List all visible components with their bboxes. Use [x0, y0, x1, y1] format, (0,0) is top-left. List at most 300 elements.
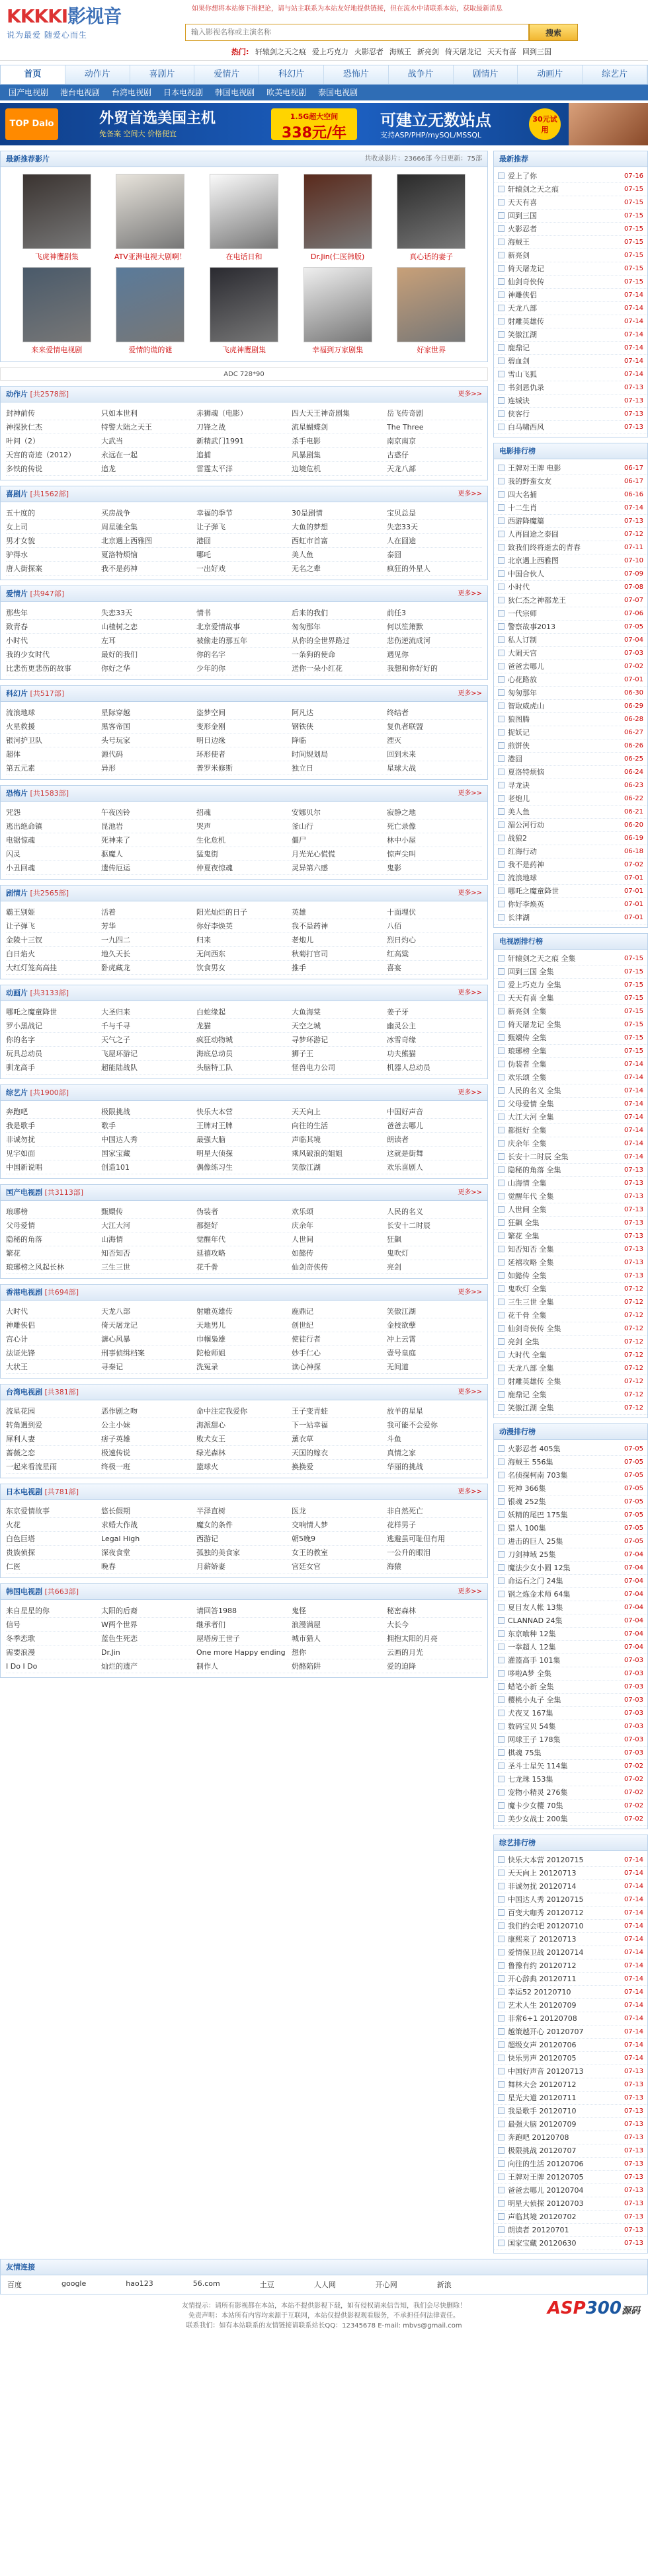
list-item[interactable]: 天国的嫁衣 — [292, 1446, 387, 1460]
rank-item[interactable] — [494, 1999, 647, 2012]
rank-item-title[interactable]: 心花路放 — [508, 675, 537, 684]
rank-item[interactable] — [494, 647, 647, 660]
list-item[interactable]: 歌手 — [101, 1119, 196, 1133]
list-item[interactable]: 花样男子 — [387, 1518, 482, 1532]
list-item[interactable]: 海派甜心 — [196, 1418, 292, 1432]
rank-item[interactable] — [494, 1535, 647, 1548]
checkbox-icon[interactable] — [498, 968, 505, 975]
category-title[interactable]: 恐怖片 — [6, 789, 28, 798]
list-item[interactable]: 命中注定我爱你 — [196, 1404, 292, 1418]
list-item[interactable]: 亮剑 — [387, 1260, 482, 1274]
rank-item-title[interactable]: 你好李焕英 — [508, 900, 544, 909]
rank-item[interactable] — [494, 541, 647, 554]
nav-item[interactable]: 首页 — [1, 65, 65, 84]
list-item[interactable]: 真情之家 — [387, 1446, 482, 1460]
poster-image[interactable] — [116, 267, 184, 342]
checkbox-icon[interactable] — [498, 1259, 505, 1266]
rank-item-title[interactable]: 命运石之门 24集 — [508, 1577, 563, 1585]
list-item[interactable]: 独立日 — [292, 761, 387, 775]
rank-item-title[interactable]: 樱桃小丸子 全集 — [508, 1696, 561, 1704]
rank-item[interactable] — [494, 368, 647, 381]
rank-item[interactable] — [494, 898, 647, 911]
rank-item-title[interactable]: 妖精的尾巴 175集 — [508, 1511, 568, 1519]
list-item[interactable]: 宝贝总是 — [387, 506, 482, 520]
rank-item[interactable] — [494, 462, 647, 475]
checkbox-icon[interactable] — [498, 597, 505, 603]
rank-item[interactable] — [494, 2224, 647, 2237]
rank-item-title[interactable]: 我们约会吧 20120710 — [508, 1922, 584, 1930]
list-item[interactable]: 老炮儿 — [292, 933, 387, 947]
list-item[interactable]: 人民的名义 — [387, 1205, 482, 1219]
rank-item[interactable] — [494, 2012, 647, 2026]
list-item[interactable]: 我不是药神 — [101, 562, 196, 576]
rank-item[interactable] — [494, 289, 647, 302]
list-item[interactable]: 异形 — [101, 761, 196, 775]
rank-item-title[interactable]: 雪山飞狐 — [508, 370, 537, 379]
rank-item[interactable] — [494, 1522, 647, 1535]
list-item[interactable]: 幽灵公主 — [387, 1019, 482, 1033]
checkbox-icon[interactable] — [498, 1909, 505, 1916]
poster-caption[interactable]: 爱情的谎的谜 — [128, 346, 173, 354]
rank-item-title[interactable]: 银魂 252集 — [508, 1497, 546, 1506]
list-item[interactable]: 大鱼的梦想 — [292, 520, 387, 534]
rank-item-title[interactable]: 宠物小精灵 276集 — [508, 1788, 568, 1797]
list-item[interactable]: 射雕英雄传 — [196, 1305, 292, 1318]
checkbox-icon[interactable] — [498, 570, 505, 577]
list-item[interactable]: 奔跑吧 — [6, 1105, 101, 1119]
checkbox-icon[interactable] — [498, 491, 505, 498]
checkbox-icon[interactable] — [498, 199, 505, 206]
rank-item[interactable] — [494, 1614, 647, 1628]
list-item[interactable]: 求婚大作战 — [101, 1518, 196, 1532]
checkbox-icon[interactable] — [498, 504, 505, 511]
rank-item-title[interactable]: 非诚勿扰 20120714 — [508, 1882, 577, 1891]
list-item[interactable]: 贵族侦探 — [6, 1546, 101, 1560]
list-item[interactable]: 星际穿越 — [101, 706, 196, 720]
checkbox-icon[interactable] — [498, 914, 505, 921]
list-item[interactable]: 我想和你好好的 — [387, 662, 482, 675]
rank-item[interactable] — [494, 1986, 647, 1999]
list-item[interactable]: 天气之子 — [101, 1033, 196, 1047]
list-item[interactable]: 交响情人梦 — [292, 1518, 387, 1532]
list-item[interactable]: 妙手仁心 — [292, 1346, 387, 1360]
rank-item[interactable] — [494, 2092, 647, 2105]
checkbox-icon[interactable] — [498, 676, 505, 683]
checkbox-icon[interactable] — [498, 2226, 505, 2233]
rank-item[interactable] — [494, 2078, 647, 2092]
rank-item[interactable] — [494, 1469, 647, 1482]
checkbox-icon[interactable] — [498, 1219, 505, 1226]
checkbox-icon[interactable] — [498, 239, 505, 245]
list-item[interactable]: 回到未来 — [387, 747, 482, 761]
checkbox-icon[interactable] — [498, 1577, 505, 1584]
category-title[interactable]: 国产电视剧 — [6, 1188, 42, 1197]
checkbox-icon[interactable] — [498, 584, 505, 590]
rank-item-title[interactable]: 红海行动 — [508, 847, 537, 856]
rank-item-title[interactable]: 我的野蛮女友 — [508, 477, 551, 486]
list-item[interactable]: 死神来了 — [101, 833, 196, 847]
rank-item[interactable] — [494, 1562, 647, 1575]
category-title[interactable]: 剧情片 — [6, 889, 28, 897]
list-item[interactable]: 罗小黑战记 — [6, 1019, 101, 1033]
rank-item[interactable] — [494, 2026, 647, 2039]
list-item[interactable]: 天龙八部 — [387, 462, 482, 476]
rank-item[interactable] — [494, 766, 647, 779]
list-item[interactable]: 天龙八部 — [101, 1305, 196, 1318]
category-title[interactable]: 日本电视剧 — [6, 1488, 42, 1496]
rank-item-title[interactable]: 煎饼侠 — [508, 741, 530, 750]
rank-item[interactable] — [494, 1482, 647, 1496]
list-item[interactable]: 鬼吹灯 — [387, 1246, 482, 1260]
list-item[interactable]: 笑傲江湖 — [292, 1160, 387, 1174]
rank-item-title[interactable]: 美人鱼 — [508, 808, 530, 816]
list-item[interactable]: 新精武门1991 — [196, 434, 292, 448]
rank-item-title[interactable]: 花千骨 全集 — [508, 1311, 547, 1320]
list-item[interactable]: 中国新说唱 — [6, 1160, 101, 1174]
hot-keyword[interactable]: 回到三国 — [522, 48, 551, 56]
list-item[interactable]: 人在囧途 — [387, 534, 482, 548]
list-item[interactable]: 猛鬼街 — [196, 847, 292, 861]
list-item[interactable]: 山海情 — [101, 1232, 196, 1246]
list-item[interactable]: 海猿 — [387, 1560, 482, 1573]
rank-item-title[interactable]: 向往的生活 20120706 — [508, 2160, 584, 2168]
checkbox-icon[interactable] — [498, 344, 505, 351]
rank-item[interactable] — [494, 1190, 647, 1203]
list-item[interactable]: 大武当 — [101, 434, 196, 448]
rank-item-title[interactable]: 长津湖 — [508, 913, 530, 922]
rank-item-title[interactable]: 大闹天宫 — [508, 649, 537, 658]
nav-item[interactable]: 恐怖片 — [324, 65, 389, 84]
checkbox-icon[interactable] — [498, 371, 505, 377]
rank-item-title[interactable]: 非常6+1 20120708 — [508, 2014, 577, 2023]
checkbox-icon[interactable] — [498, 1670, 505, 1677]
rank-item-title[interactable]: 新亮剑 — [508, 251, 530, 260]
list-item[interactable]: 普罗米修斯 — [196, 761, 292, 775]
rank-item[interactable] — [494, 1071, 647, 1084]
rank-item-title[interactable]: CLANNAD 24集 — [508, 1616, 563, 1625]
rank-item-title[interactable]: 火影忍者 405集 — [508, 1445, 561, 1453]
list-item[interactable]: 四大天王神奇剧集 — [292, 406, 387, 420]
rank-item[interactable] — [494, 1137, 647, 1151]
ad-slot[interactable]: ADC 728*90 — [0, 367, 488, 381]
rank-item[interactable] — [494, 1854, 647, 1867]
list-item[interactable]: 特警大陆之天王 — [101, 420, 196, 434]
rank-item-title[interactable]: 致我们终将逝去的青春 — [508, 543, 581, 552]
list-item[interactable]: 功夫熊猫 — [387, 1047, 482, 1061]
list-item[interactable]: 城市猎人 — [292, 1632, 387, 1646]
checkbox-icon[interactable] — [498, 1776, 505, 1782]
checkbox-icon[interactable] — [498, 1630, 505, 1637]
list-item[interactable]: 天空之城 — [292, 1019, 387, 1033]
list-item[interactable]: 琅琊榜 — [6, 1205, 101, 1219]
list-item[interactable]: 大圣归来 — [101, 1005, 196, 1019]
list-item[interactable]: 无问西东 — [196, 947, 292, 961]
list-item[interactable]: 你好之华 — [101, 662, 196, 675]
rank-item[interactable] — [494, 1084, 647, 1098]
list-item[interactable]: 来自星星的你 — [6, 1604, 101, 1618]
checkbox-icon[interactable] — [498, 1975, 505, 1982]
rank-item-title[interactable]: 舞林大会 20120712 — [508, 2080, 577, 2089]
nav-item[interactable]: 剧情片 — [454, 65, 518, 84]
list-item[interactable]: 悠长假期 — [101, 1504, 196, 1518]
rank-item[interactable] — [494, 1588, 647, 1601]
list-item[interactable]: 刑事侦缉档案 — [101, 1346, 196, 1360]
rank-item-title[interactable]: 数码宝贝 54集 — [508, 1722, 556, 1731]
list-item[interactable]: 最强大脑 — [196, 1133, 292, 1147]
rank-item[interactable] — [494, 634, 647, 647]
list-item[interactable]: 月薪娇妻 — [196, 1560, 292, 1573]
list-item[interactable]: 非自然死亡 — [387, 1504, 482, 1518]
rank-item-title[interactable]: 我不是药神 — [508, 860, 544, 869]
rank-item-title[interactable]: 都挺好 全集 — [508, 1126, 547, 1135]
poster-card[interactable] — [384, 174, 478, 262]
list-item[interactable]: 那些年 — [6, 606, 101, 620]
rank-item-title[interactable]: 战狼2 — [508, 834, 527, 843]
friend-link[interactable]: 人人网 — [313, 2281, 336, 2289]
rank-item-title[interactable]: 西游降魔篇 — [508, 517, 544, 525]
rank-item-title[interactable]: 鹿鼎记 — [508, 344, 530, 352]
list-item[interactable]: 痞子英雄 — [101, 1432, 196, 1446]
checkbox-icon[interactable] — [498, 1538, 505, 1544]
list-item[interactable]: 无名之辈 — [292, 562, 387, 576]
list-item[interactable]: 夏洛特烦恼 — [101, 548, 196, 562]
more-link[interactable]: 更多>> — [458, 1189, 482, 1196]
rank-item[interactable] — [494, 1628, 647, 1641]
list-item[interactable]: 哪吒之魔童降世 — [6, 1005, 101, 1019]
checkbox-icon[interactable] — [498, 716, 505, 722]
list-item[interactable]: 西游记 — [196, 1532, 292, 1546]
checkbox-icon[interactable] — [498, 2028, 505, 2035]
list-item[interactable]: 想你 — [292, 1646, 387, 1659]
rank-item[interactable] — [494, 408, 647, 421]
rank-item-title[interactable]: 最强大脑 20120709 — [508, 2120, 577, 2129]
checkbox-icon[interactable] — [498, 2147, 505, 2154]
list-item[interactable]: 致青春 — [6, 620, 101, 634]
checkbox-icon[interactable] — [498, 1008, 505, 1014]
list-item[interactable]: 拥抱太阳的月亮 — [387, 1632, 482, 1646]
list-item[interactable]: 半泽直树 — [196, 1504, 292, 1518]
rank-item[interactable] — [494, 1575, 647, 1588]
checkbox-icon[interactable] — [498, 1749, 505, 1756]
list-item[interactable]: 陀枪师姐 — [196, 1346, 292, 1360]
rank-item[interactable] — [494, 236, 647, 249]
checkbox-icon[interactable] — [498, 1140, 505, 1147]
rank-item[interactable] — [494, 1654, 647, 1667]
rank-item-title[interactable]: 侠客行 — [508, 410, 530, 418]
list-item[interactable]: 白色巨塔 — [6, 1532, 101, 1546]
list-item[interactable]: 屋塔房王世子 — [196, 1632, 292, 1646]
checkbox-icon[interactable] — [498, 1166, 505, 1173]
rank-item-title[interactable]: 人民的名义 全集 — [508, 1086, 561, 1095]
rank-item-title[interactable]: 亮剑 全集 — [508, 1338, 540, 1346]
rank-item-title[interactable]: 欢乐颂 全集 — [508, 1073, 547, 1082]
list-item[interactable]: 明日边缘 — [196, 734, 292, 747]
list-item[interactable]: 如懿传 — [292, 1246, 387, 1260]
list-item[interactable]: 笑傲江湖 — [387, 1305, 482, 1318]
rank-item-title[interactable]: 魔法少女小圆 12集 — [508, 1564, 571, 1572]
rank-item-title[interactable]: 琅琊榜 全集 — [508, 1047, 547, 1055]
list-item[interactable]: 环形使者 — [196, 747, 292, 761]
list-item[interactable]: 岳飞传奇剧 — [387, 406, 482, 420]
rank-item[interactable] — [494, 966, 647, 979]
checkbox-icon[interactable] — [498, 1074, 505, 1080]
list-item[interactable]: 孤独的美食家 — [196, 1546, 292, 1560]
rank-item-title[interactable]: 猎人 100集 — [508, 1524, 546, 1533]
rank-item-title[interactable]: 新亮剑 全集 — [508, 1007, 547, 1016]
rank-item[interactable] — [494, 2131, 647, 2144]
rank-item[interactable] — [494, 1203, 647, 1217]
category-title[interactable]: 动作片 — [6, 390, 28, 398]
checkbox-icon[interactable] — [498, 1962, 505, 1969]
checkbox-icon[interactable] — [498, 384, 505, 391]
checkbox-icon[interactable] — [498, 1870, 505, 1876]
rank-item[interactable] — [494, 1813, 647, 1826]
nav-item[interactable]: 爱情片 — [194, 65, 259, 84]
hot-keyword[interactable]: 新亮剑 — [417, 48, 439, 56]
list-item[interactable]: 哭声 — [196, 819, 292, 833]
list-item[interactable]: 驯龙高手 — [6, 1061, 101, 1075]
list-item[interactable]: 秘密森林 — [387, 1604, 482, 1618]
list-item[interactable]: 雷霆太平洋 — [196, 462, 292, 476]
list-item[interactable]: 海底总动员 — [196, 1047, 292, 1061]
hot-keyword[interactable]: 海贼王 — [389, 48, 411, 56]
rank-item-title[interactable]: 火影忍者 — [508, 225, 537, 233]
checkbox-icon[interactable] — [498, 729, 505, 736]
more-link[interactable]: 更多>> — [458, 690, 482, 697]
rank-item[interactable] — [494, 488, 647, 502]
category-title[interactable]: 动画片 — [6, 989, 28, 997]
list-item[interactable]: 源代码 — [101, 747, 196, 761]
checkbox-icon[interactable] — [498, 1312, 505, 1318]
checkbox-icon[interactable] — [498, 2160, 505, 2167]
list-item[interactable]: 觉醒年代 — [196, 1232, 292, 1246]
friend-link[interactable]: 新浪 — [436, 2281, 452, 2289]
rank-item-title[interactable]: 甄嬛传 全集 — [508, 1034, 547, 1042]
list-item[interactable]: 烈日灼心 — [387, 933, 482, 947]
list-item[interactable]: 推手 — [292, 961, 387, 975]
list-item[interactable]: 林中小屋 — [387, 833, 482, 847]
list-item[interactable]: I Do I Do — [6, 1659, 101, 1673]
list-item[interactable]: W两个世界 — [101, 1618, 196, 1632]
rank-item[interactable] — [494, 1230, 647, 1243]
subnav-item[interactable]: 泰国电视剧 — [318, 88, 358, 97]
list-item[interactable]: 太阳的后裔 — [101, 1604, 196, 1618]
rank-item-title[interactable]: 天龙八部 全集 — [508, 1364, 554, 1373]
rank-item-title[interactable]: 爱上巧克力 全集 — [508, 981, 561, 989]
list-item[interactable]: 父母爱情 — [6, 1219, 101, 1232]
list-item[interactable]: 超体 — [6, 747, 101, 761]
list-item[interactable]: 你的名字 — [196, 648, 292, 662]
rank-item[interactable] — [494, 183, 647, 196]
list-item[interactable]: 左耳 — [101, 634, 196, 648]
rank-item-title[interactable]: 爱情保卫战 20120714 — [508, 1948, 584, 1957]
rank-item-title[interactable]: 灌篮高手 101集 — [508, 1656, 561, 1665]
list-item[interactable]: 创造101 — [101, 1160, 196, 1174]
rank-item-title[interactable]: 隐秘的角落 全集 — [508, 1166, 561, 1174]
rank-item[interactable] — [494, 1164, 647, 1177]
rank-item-title[interactable]: 天龙八部 — [508, 304, 537, 313]
list-item[interactable]: 你好李焕英 — [196, 919, 292, 933]
poster-image[interactable] — [116, 174, 184, 249]
list-item[interactable]: 火星救援 — [6, 720, 101, 734]
checkbox-icon[interactable] — [498, 358, 505, 364]
rank-item[interactable] — [494, 1243, 647, 1256]
list-item[interactable]: 寻梦环游记 — [292, 1033, 387, 1047]
list-item[interactable]: 薰衣草 — [292, 1432, 387, 1446]
poster-card[interactable] — [384, 267, 478, 355]
checkbox-icon[interactable] — [498, 1299, 505, 1305]
list-item[interactable]: Legal High — [101, 1532, 196, 1546]
poster-card[interactable] — [104, 267, 198, 355]
list-item[interactable]: 向往的生活 — [292, 1119, 387, 1133]
list-item[interactable]: 流星蝴蝶剑 — [292, 420, 387, 434]
checkbox-icon[interactable] — [498, 755, 505, 762]
list-item[interactable]: 安娜贝尔 — [292, 806, 387, 819]
list-item[interactable]: 灿烂的遗产 — [101, 1659, 196, 1673]
list-item[interactable]: 降临 — [292, 734, 387, 747]
list-item[interactable]: 鹿鼎记 — [292, 1305, 387, 1318]
checkbox-icon[interactable] — [498, 1114, 505, 1120]
list-item[interactable]: 后来的我们 — [292, 606, 387, 620]
list-item[interactable]: 中国达人秀 — [101, 1133, 196, 1147]
rank-item[interactable] — [494, 700, 647, 713]
list-item[interactable]: 仲夏夜惊魂 — [196, 861, 292, 875]
list-item[interactable]: 逃出绝命镇 — [6, 819, 101, 833]
rank-item-title[interactable]: 湄公河行动 — [508, 821, 544, 829]
list-item[interactable]: 叶问（2） — [6, 434, 101, 448]
rank-item-title[interactable]: 刀剑神域 25集 — [508, 1550, 556, 1559]
list-item[interactable]: 使徒行者 — [292, 1332, 387, 1346]
rank-item-title[interactable]: 狄仁杰之神都龙王 — [508, 596, 566, 605]
list-item[interactable]: 火花 — [6, 1518, 101, 1532]
checkbox-icon[interactable] — [498, 1525, 505, 1531]
poster-card[interactable] — [10, 267, 104, 355]
list-item[interactable]: 法证先锋 — [6, 1346, 101, 1360]
rank-item-title[interactable]: 延禧攻略 全集 — [508, 1258, 554, 1267]
checkbox-icon[interactable] — [498, 2081, 505, 2088]
list-item[interactable]: 我是歌手 — [6, 1119, 101, 1133]
poster-card[interactable] — [197, 267, 291, 355]
category-title[interactable]: 综艺片 — [6, 1088, 28, 1097]
subnav-item[interactable]: 日本电视剧 — [163, 88, 204, 97]
checkbox-icon[interactable] — [498, 291, 505, 298]
list-item[interactable]: 我不是药神 — [292, 919, 387, 933]
rank-item-title[interactable]: 明星大侦探 20120703 — [508, 2199, 584, 2208]
list-item[interactable]: 终极一班 — [101, 1460, 196, 1474]
list-item[interactable]: 繁花 — [6, 1246, 101, 1260]
rank-item[interactable] — [494, 1973, 647, 1986]
rank-item-title[interactable]: 仙剑奇侠传 — [508, 278, 544, 286]
rank-item[interactable] — [494, 952, 647, 966]
list-item[interactable]: 阳光灿烂的日子 — [196, 905, 292, 919]
checkbox-icon[interactable] — [498, 1206, 505, 1213]
checkbox-icon[interactable] — [498, 901, 505, 907]
rank-item-title[interactable]: 狼图腾 — [508, 715, 530, 724]
checkbox-icon[interactable] — [498, 1193, 505, 1199]
list-item[interactable]: 乘风破浪的姐姐 — [292, 1147, 387, 1160]
rank-item[interactable] — [494, 1005, 647, 1018]
list-item[interactable]: 大鱼海棠 — [292, 1005, 387, 1019]
checkbox-icon[interactable] — [498, 2041, 505, 2048]
list-item[interactable]: 大红灯笼高高挂 — [6, 961, 101, 975]
more-link[interactable]: 更多>> — [458, 790, 482, 797]
list-item[interactable]: 小时代 — [6, 634, 101, 648]
list-item[interactable]: 鬼影 — [387, 861, 482, 875]
checkbox-icon[interactable] — [498, 610, 505, 617]
rank-item-title[interactable]: 大时代 全集 — [508, 1351, 547, 1359]
rank-item[interactable] — [494, 687, 647, 700]
rank-item[interactable] — [494, 1720, 647, 1733]
